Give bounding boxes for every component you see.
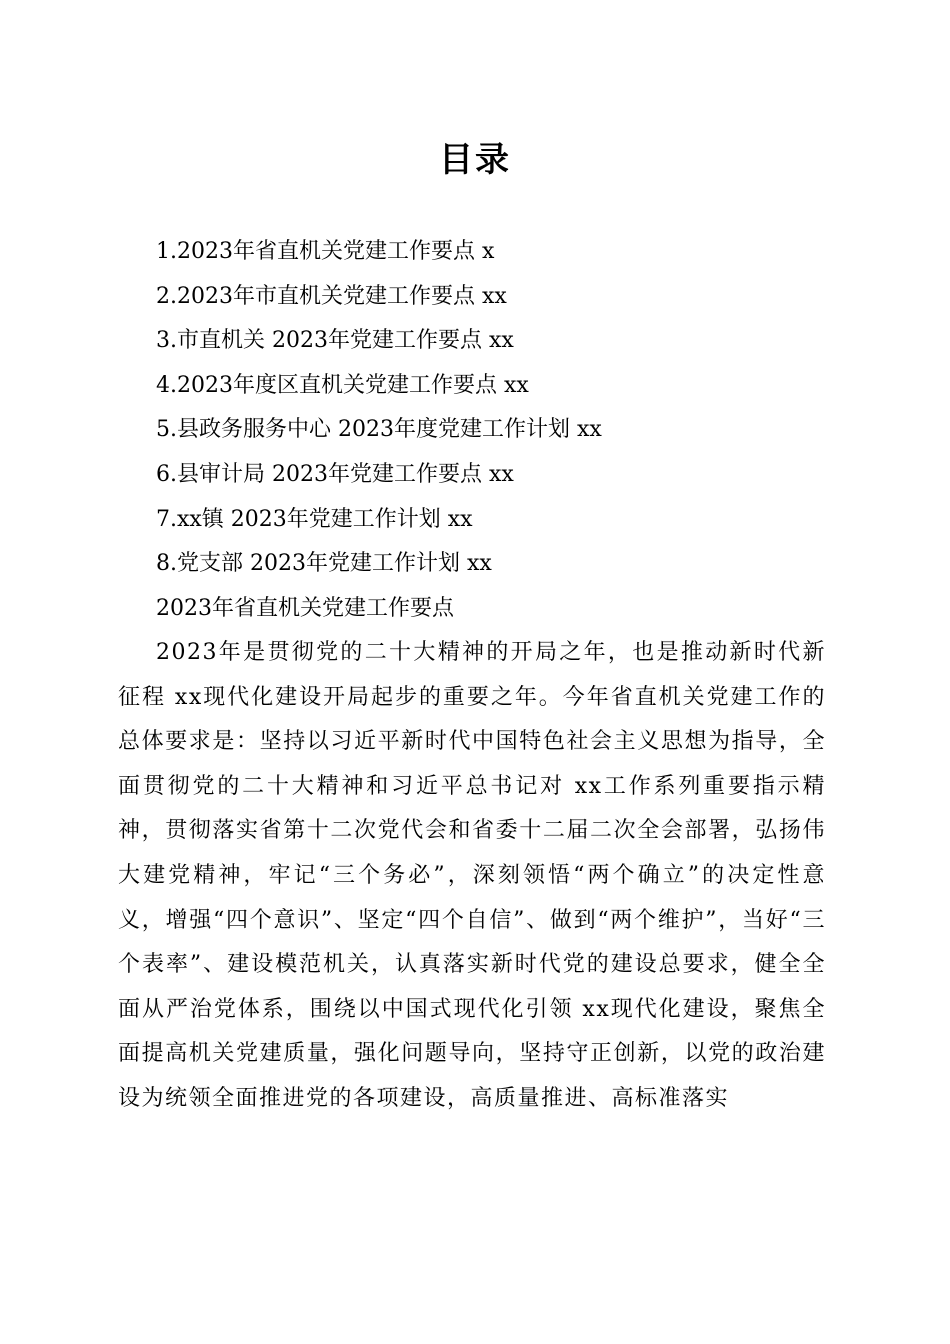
toc-item: 2.2023年市直机关党建工作要点 xx xyxy=(156,283,507,309)
page-title: 目录 xyxy=(439,140,511,180)
toc-item: 6.县审计局 2023年党建工作要点 xx xyxy=(156,461,514,487)
table-of-contents xyxy=(156,230,856,587)
toc-item: 4.2023年度区直机关党建工作要点 xx xyxy=(156,372,529,398)
toc-item: 8.党支部 2023年党建工作计划 xx xyxy=(156,551,492,577)
toc-item: 1.2023年省直机关党建工作要点 x xyxy=(156,239,495,264)
toc-item: 5.县政务服务中心 2023年度党建工作计划 xx xyxy=(156,417,602,443)
section-title: 2023年省直机关党建工作要点 xyxy=(156,596,454,621)
body-paragraph: 2023年是贯彻党的二十大精神的开局之年，也是推动新时代新征程 xx现代化建设开局起步的重要之年。今年省直机关党建工作的总体要求是：坚持以习近平新时代中国特色社会主义思想为指导，全面贯彻党的二十大精神和习近平总书记对 xx工作系列重要指示精神，贯彻落实省第十二次党代会和省委十二届二次全会部署，弘扬伟大建党精神，牢记“三个务必”，深刻领悟“两个确立”的决定性意义，增强“四个意识”、坚定“四个自信”、做到“两个维护”，当好“三个表率”、建设模范机关，认真落实新时代党的建设总要求，健全全面从严治党体系，围绕以中国式现代化引领 xx现代化建设，聚焦全面提高机关党建质量，强化问题导向，坚持守正创新，以党的政治建设为统领全面推进党的各项建设，高质量推进、高标准落实 xyxy=(118,640,826,1111)
toc-item: 7.xx镇 2023年党建工作计划 xx xyxy=(156,506,473,532)
toc-item: 3.市直机关 2023年党建工作要点 xx xyxy=(156,328,514,354)
